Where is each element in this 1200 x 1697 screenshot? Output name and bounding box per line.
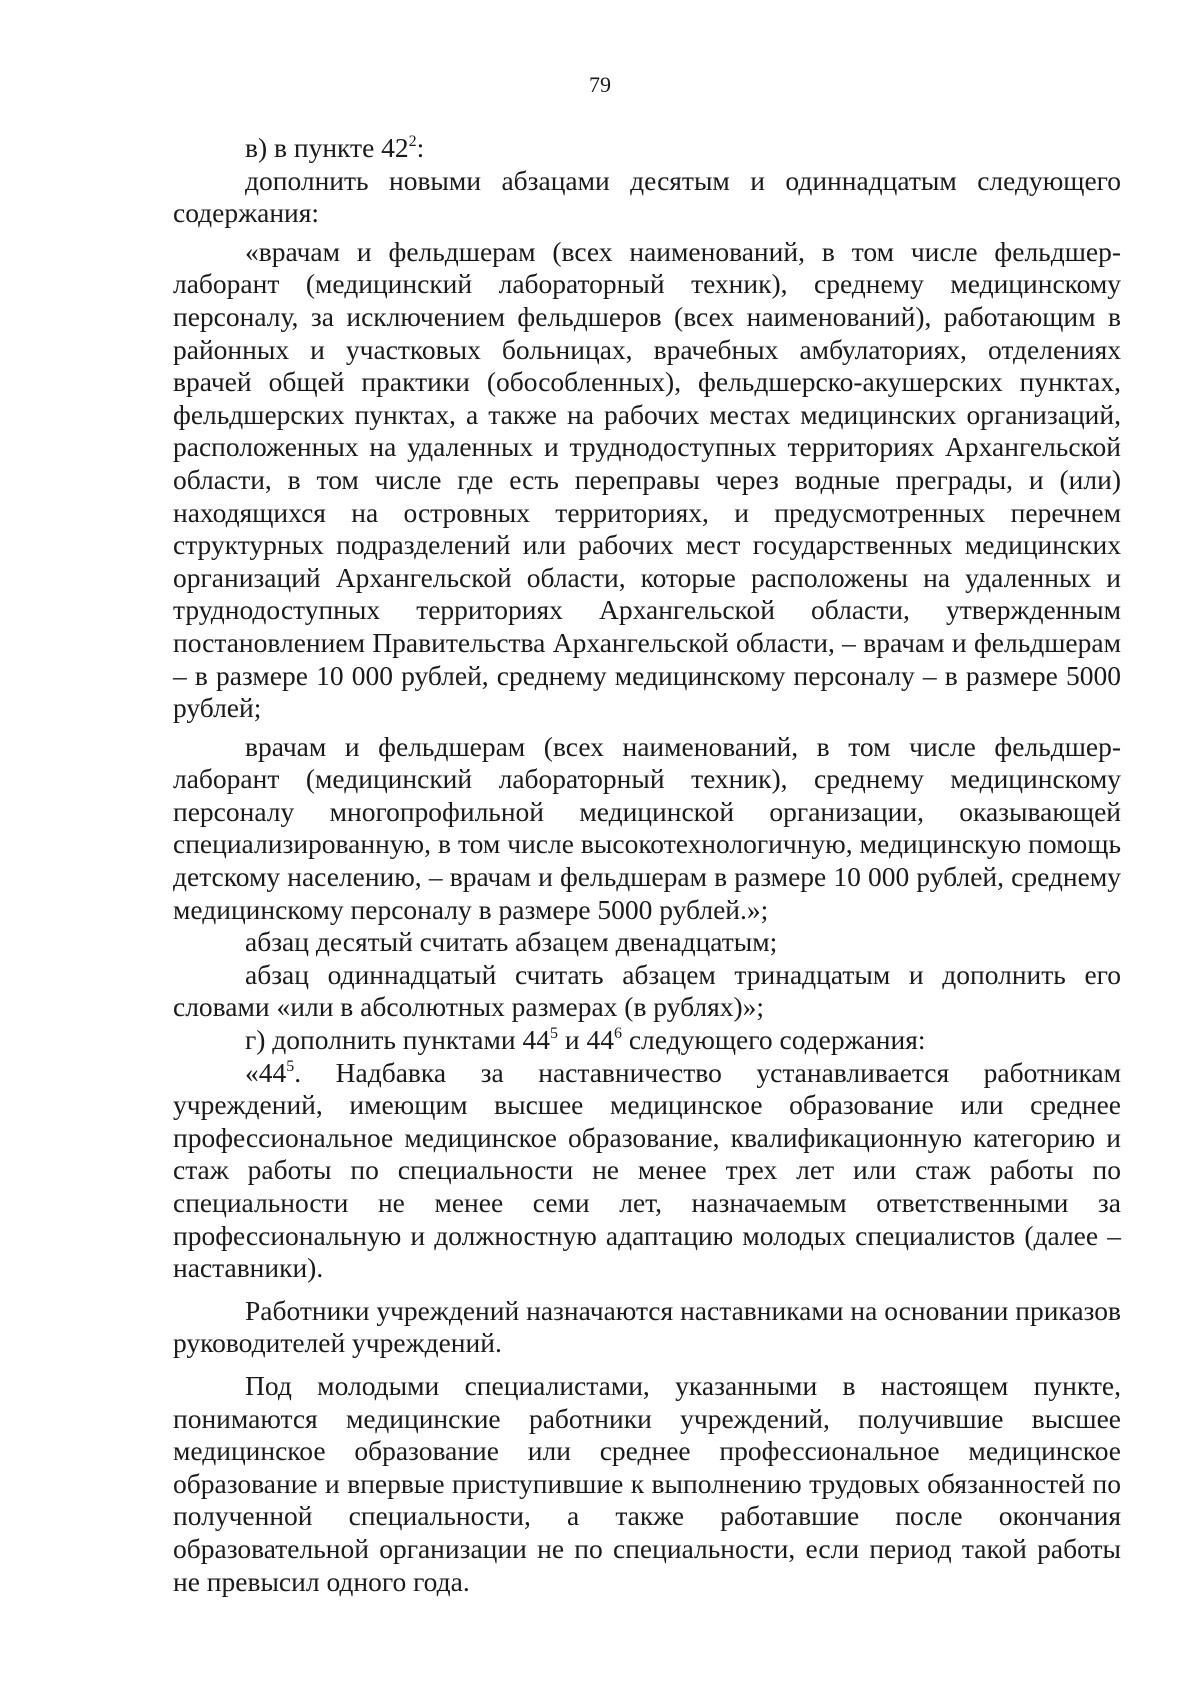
- paragraph-workers: Работники учреждений назначаются наставниками на основании приказов руководителей учреждений.: [173, 1294, 1121, 1359]
- paragraph-young-specialists: Под молодыми специалистами, указанными в настоящем пункте, понимаются медицинские работники учреждений, получившие высшее медицинское образование или среднее профессиональное медицинское образование и впервые приступившие к выполнению трудовых обязанностей по полученной специальности, а также работавшие после окончания образовательной организации не по специальности, если период такой работы не превысил одного года.: [173, 1369, 1121, 1597]
- paragraph-doctors-remote: «врачам и фельдшерам (всех наименований, в том числе фельдшер-лаборант (медицинский лабораторный техник), среднему медицинскому персоналу, за исключением фельдшеров (всех наименований), работающим в районных и участковых больницах, врачебных амбулаториях, отделениях врачей общей практики (обособленных), фельдшерско-акушерских пунктах, фельдшерских пунктах, а также на рабочих местах медицинских организаций, расположенных на удаленных и труднодоступных территориях Архангельской области, в том числе где есть переправы через водные преграды, и (или) находящихся на островных территориях, и предусмотренных перечнем структурных подразделений или рабочих мест государственных медицинских организаций Архангельской области, которые расположены на удаленных и труднодоступных территориях Архангельской области, утвержденным постановлением Правительства Архангельской области, – врачам и фельдшерам – в размере 10 000 рублей, среднему медицинскому персоналу – в размере 5000 рублей;: [173, 235, 1121, 724]
- item-v-tail: :: [416, 132, 425, 163]
- item-v-lead: в) в пункте 42: [245, 132, 409, 163]
- paragraph-44-5-superscript: 5: [286, 1057, 295, 1075]
- document-body: [173, 132, 1121, 1598]
- paragraph-44-5-lead: «44: [245, 1056, 287, 1088]
- item-v-heading: [173, 132, 1121, 165]
- paragraph-44-5: [173, 1057, 1121, 1285]
- item-g-lead: г) дополнить пунктами 44: [245, 1024, 550, 1056]
- item-g-heading: [173, 1024, 1121, 1057]
- paragraph-eleventh: абзац одиннадцатый считать абзацем тринадцатым и дополнить его словами «или в абсолютных размерах (в рублях)»;: [173, 958, 1121, 1023]
- page-number: 79: [589, 72, 611, 97]
- paragraph-44-5-text: . Надбавка за наставничество устанавливается работникам учреждений, имеющим высшее медицинское образование или среднее профессиональное медицинское образование, квалификационную категорию и стаж работы по специальности не менее трех лет или стаж работы по специальности не менее семи лет, назначаемым ответственными за профессиональную и должностную адаптацию молодых специалистов (далее – наставники).: [173, 1056, 1121, 1284]
- item-g-tail: следующего содержания:: [621, 1024, 926, 1056]
- item-g-superscript-1: 5: [549, 1025, 558, 1043]
- item-g-mid: и 44: [557, 1024, 614, 1056]
- paragraph-add-intro: дополнить новыми абзацами десятым и одиннадцатым следующего содержания:: [173, 164, 1121, 229]
- paragraph-tenth: абзац десятый считать абзацем двенадцатым;: [245, 926, 778, 958]
- item-v-superscript: 2: [408, 133, 417, 150]
- item-g-superscript-2: 6: [613, 1025, 622, 1043]
- paragraph-doctors-multiprofile: врачам и фельдшерам (всех наименований, в том числе фельдшер-лаборант (медицинский лабораторный техник), среднему медицинскому персоналу многопрофильной медицинской организации, оказывающей специализированную, в том числе высокотехнологичную, медицинскую помощь детскому населению, – врачам и фельдшерам в размере 10 000 рублей, среднему медицинскому персоналу в размере 5000 рублей.»;: [173, 730, 1121, 925]
